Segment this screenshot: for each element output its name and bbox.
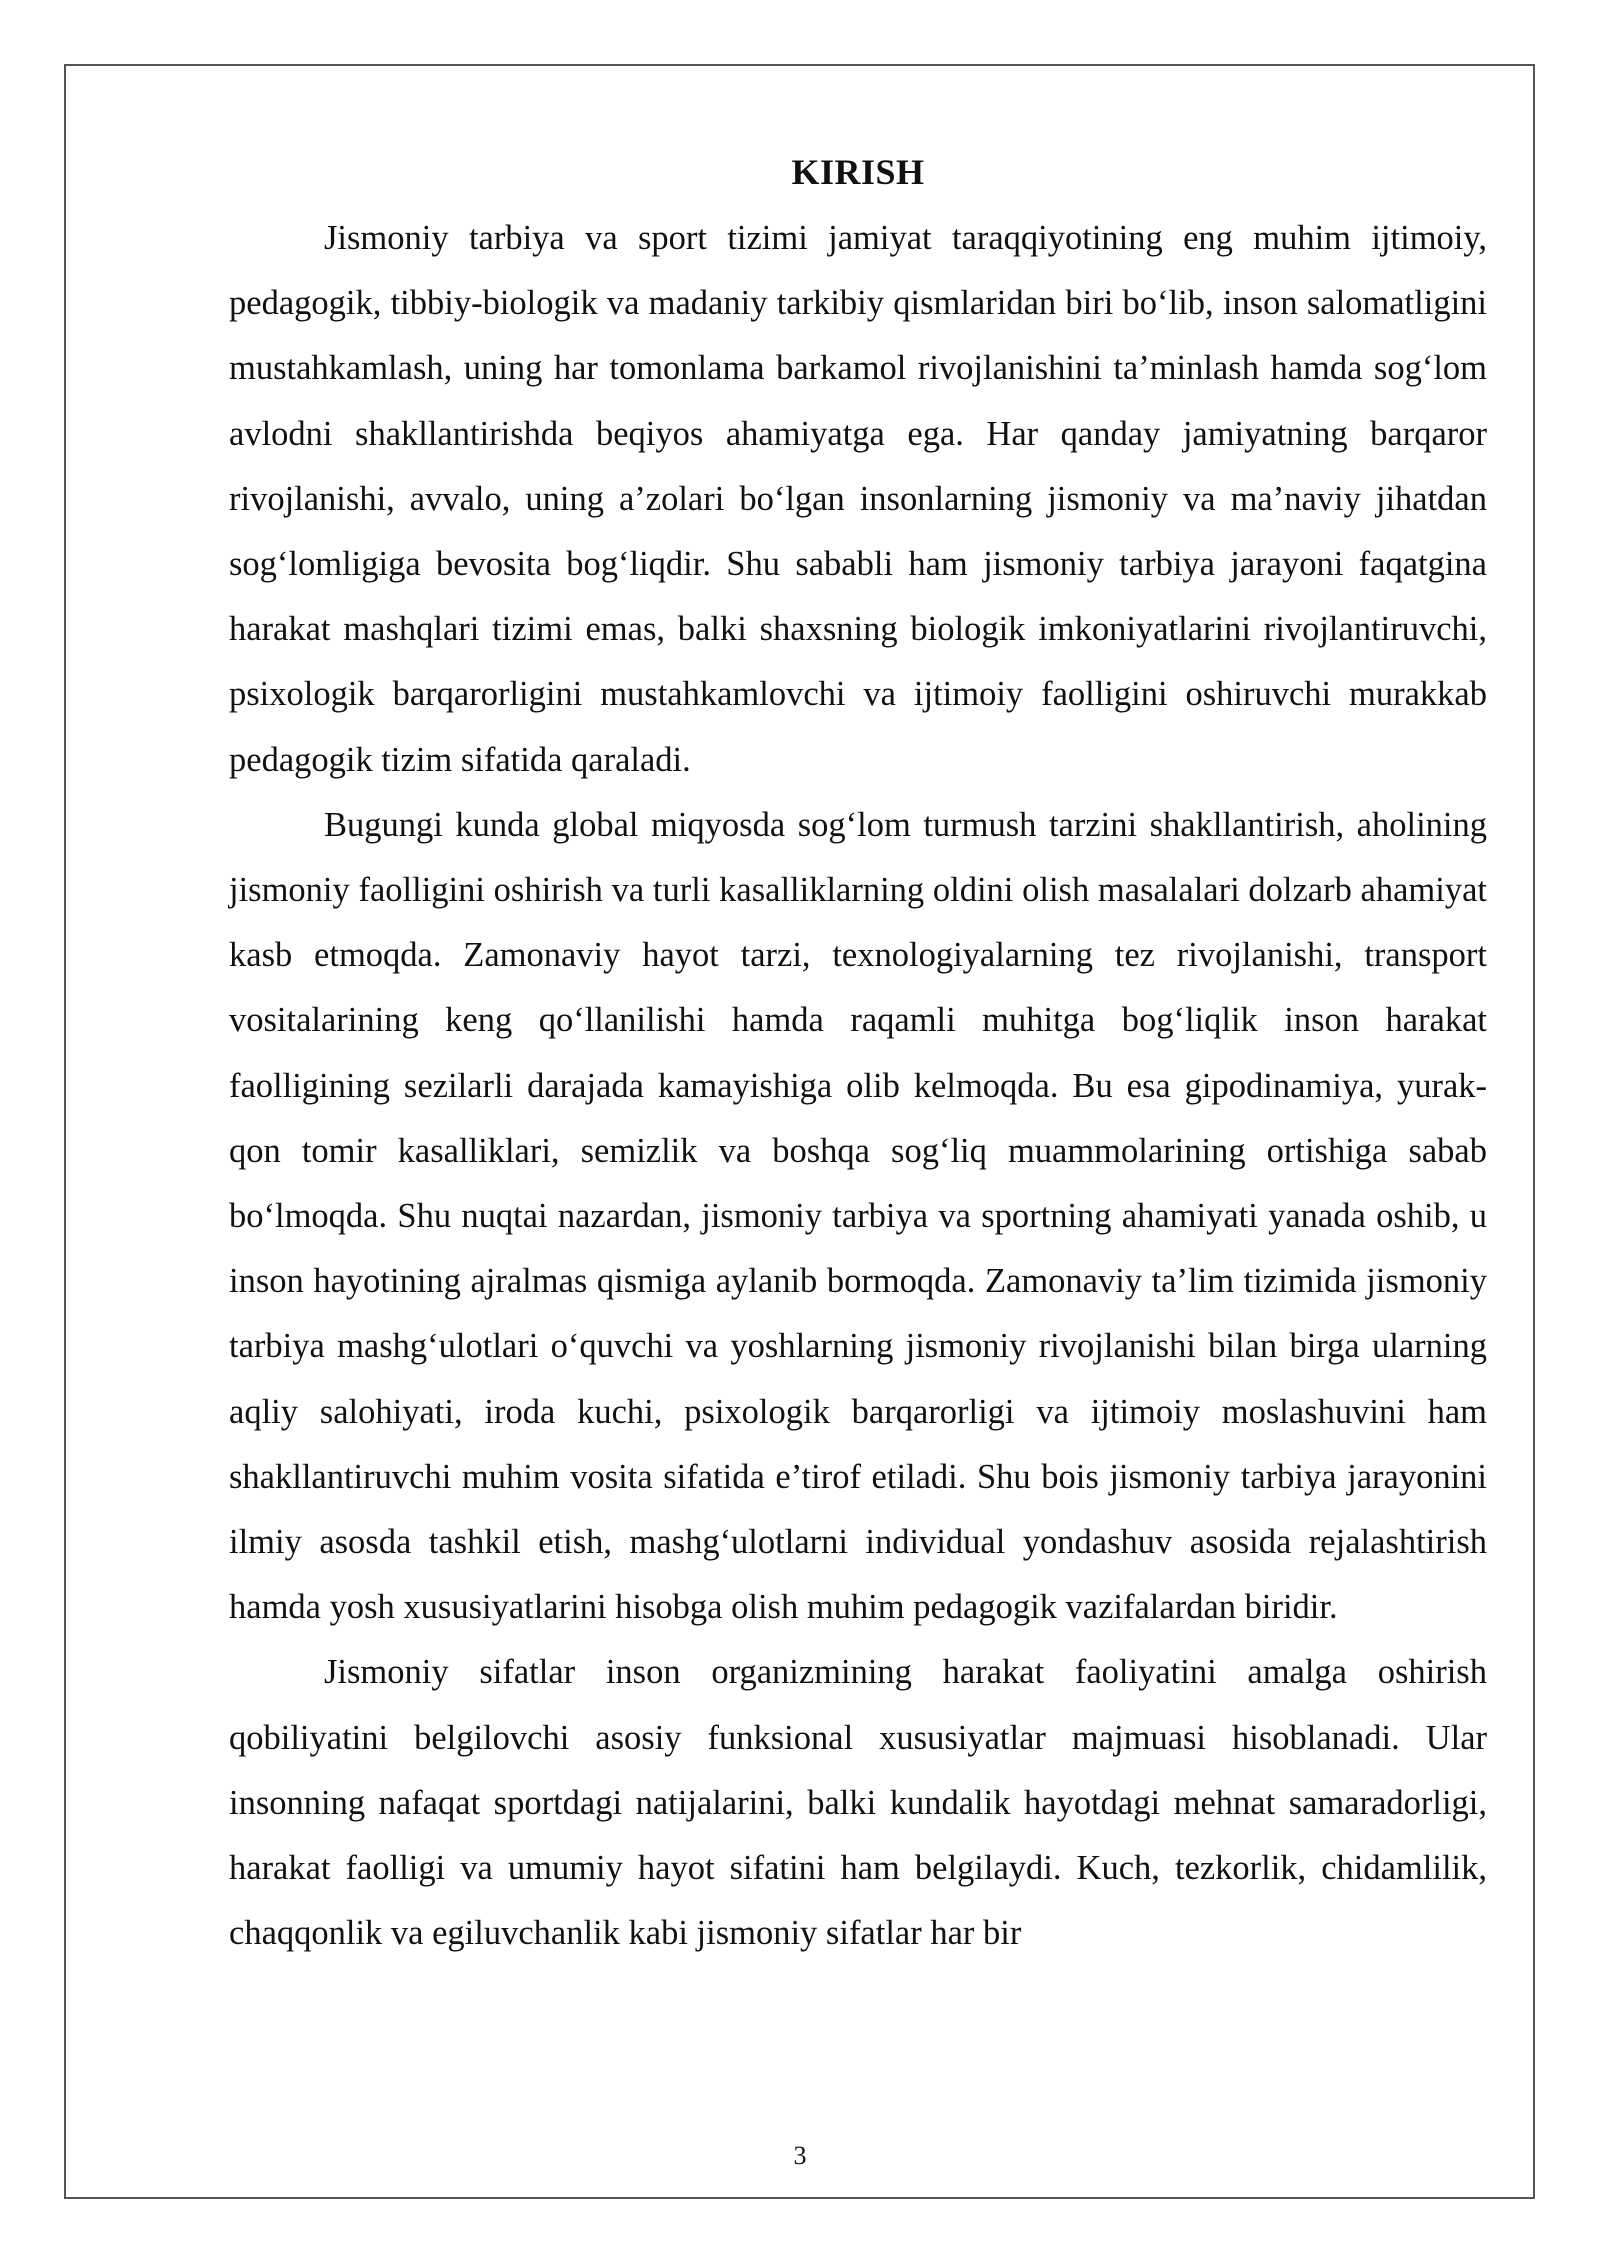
- section-heading: KIRISH: [791, 152, 925, 192]
- document-body: [229, 142, 1487, 1966]
- paragraph-1: Jismoniy tarbiya va sport tizimi jamiyat taraqqiyotining eng muhim ijtimoiy, pedagogik, tibbiy-biologik va madaniy tarkibiy qismlaridan biri bo‘lib, inson salomatligini mustahkamlash, uning har tomonlama barkamol rivojlanishini ta’minlash hamda sog‘lom avlodni shakllantirishda beqiyos ahamiyatga ega. Har qanday jamiyatning barqaror rivojlanishi, avvalo, uning a’zolari bo‘lgan insonlarning jismoniy va ma’naviy jihatdan sog‘lomligiga bevosita bog‘liqdir. Shu sababli ham jismoniy tarbiya jarayoni faqatgina harakat mashqlari tizimi emas, balki shaxsning biologik imkoniyatlarini rivojlantiruvchi, psixologik barqarorligini mustahkamlovchi va ijtimoiy faolligini oshiruvchi murakkab pedagogik tizim sifatida qaraladi.: [229, 219, 1487, 779]
- page-number: 3: [793, 2141, 807, 2170]
- paragraph-3: Jismoniy sifatlar inson organizmining harakat faoliyatini amalga oshirish qobiliyatini belgilovchi asosiy funksional xususiyatlar majmuasi hisoblanadi. Ular insonning nafaqat sportdagi natijalarini, balki kundalik hayotdagi mehnat samaradorligi, harakat faolligi va umumiy hayot sifatini ham belgilaydi. Kuch, tezkorlik, chidamlilik, chaqqonlik va egiluvchanlik kabi jismoniy sifatlar har bir: [229, 1653, 1487, 1953]
- paragraph-2: Bugungi kunda global miqyosda sog‘lom turmush tarzini shakllantirish, aholining jismoniy faolligini oshirish va turli kasalliklarning oldini olish masalalari dolzarb ahamiyat kasb etmoqda. Zamonaviy hayot tarzi, texnologiyalarning tez rivojlanishi, transport vositalarining keng qo‘llanilishi hamda raqamli muhitga bog‘liqlik inson harakat faolligining sezilarli darajada kamayishiga olib kelmoqda. Bu esa gipodinamiya, yurak-qon tomir kasalliklari, semizlik va boshqa sog‘liq muammolarining ortishiga sabab bo‘lmoqda. Shu nuqtai nazardan, jismoniy tarbiya va sportning ahamiyati yanada oshib, u inson hayotining ajralmas qismiga aylanib bormoqda. Zamonaviy ta’lim tizimida jismoniy tarbiya mashg‘ulotlari o‘quvchi va yoshlarning jismoniy rivojlanishi bilan birga ularning aqliy salohiyati, iroda kuchi, psixologik barqarorligi va ijtimoiy moslashuvini ham shakllantiruvchi muhim vosita sifatida e’tirof etiladi. Shu bois jismoniy tarbiya jarayonini ilmiy asosda tashkil etish, mashg‘ulotlarni individual yondashuv asosida rejalashtirish hamda yosh xususiyatlarini hisobga olish muhim pedagogik vazifalardan biridir.: [229, 805, 1487, 1627]
